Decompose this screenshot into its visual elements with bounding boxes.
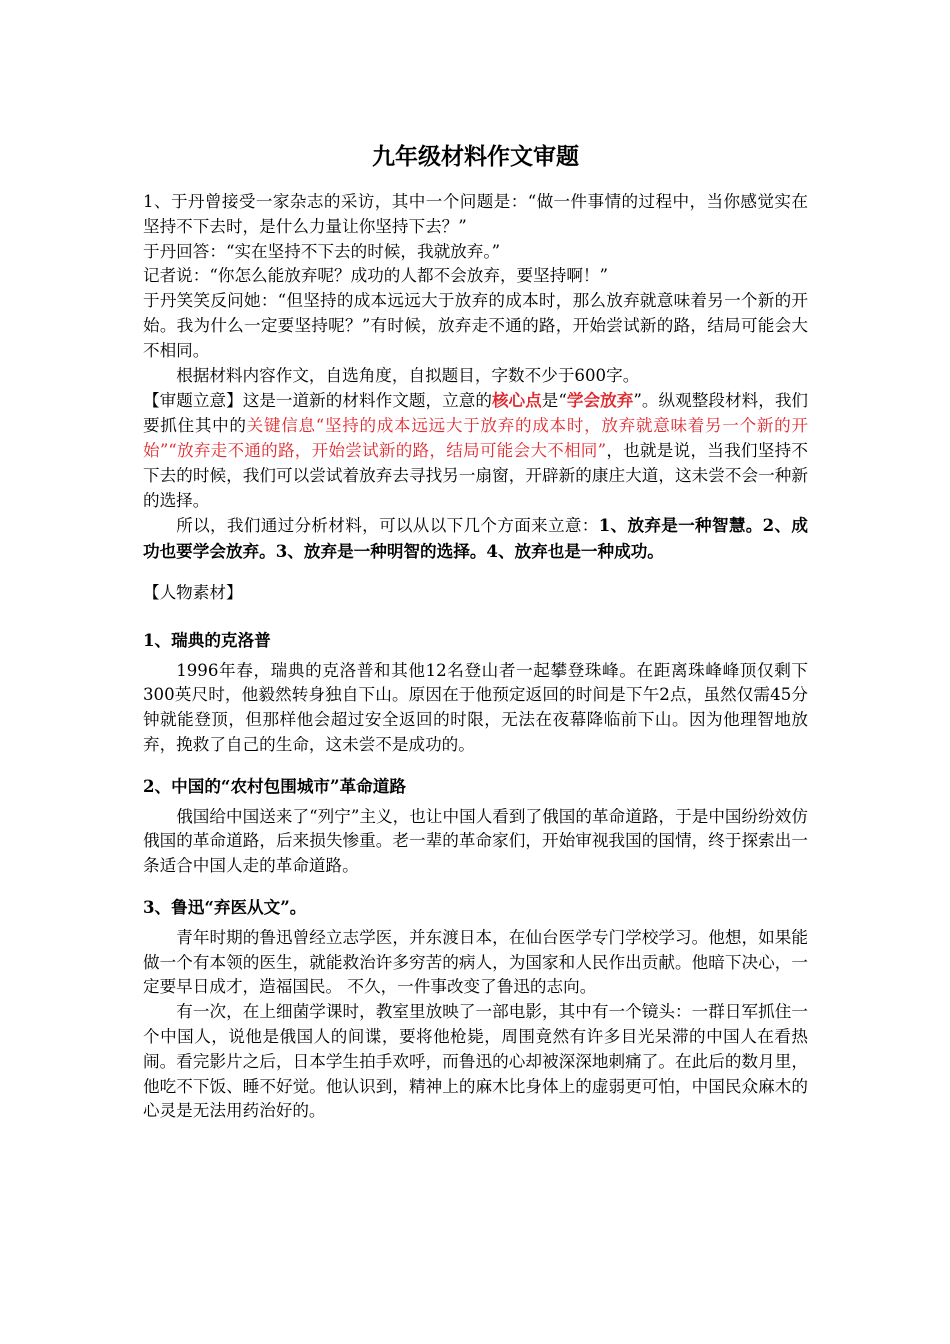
writing-prompt: 根据材料内容作文，自选角度，自拟题目，字数不少于600字。: [176, 365, 640, 385]
material-reply: 于丹笑笑反问她：“但坚持的成本远远大于放弃的成本时，那么放弃就意味着另一个新的开始。我为什么一定要坚持呢？”有时候，放弃走不通的路，开始尝试新的路，结局可能会大不相同。: [143, 291, 808, 360]
story-paragraph: 青年时期的鲁迅曾经立志学医，并东渡日本，在仙台医学专门学校学习。他想，如果能做一个有本领的医生，就能救治许多穷苦的病人，为国家和人民作出贡献。他暗下决心，一定要早日成才，造福国民。 不久，一件事改变了鲁迅的志向。: [143, 927, 808, 997]
material-answer: 于丹回答：“实在坚持不下去的时候，我就放弃。”: [143, 241, 501, 261]
story-heading: 3、鲁迅“弃医从文”。: [143, 896, 307, 917]
material-question: 1、于丹曾接受一家杂志的采访，其中一个问题是：“做一件事情的过程中，当你感觉实在坚持不下去时，是什么力量让你坚持下去？”: [143, 192, 808, 236]
story-paragraph: 有一次，在上细菌学课时，教室里放映了一部电影，其中有一个镜头：一群日军抓住一个中国人，说他是俄国人的间谍，要将他枪毙，周围竟然有许多目光呆滞的中国人在看热闹。看完影片之后，日本学生拍手欢呼，而鲁迅的心却被深深地刺痛了。在此后的数月里，他吃不下饭、睡不好觉。他认识到，精神上的麻木比身体上的虚弱更可怕，中国民众麻木的心灵是无法用药治好的。: [143, 1002, 808, 1121]
core-point-label: 核心点: [491, 390, 542, 411]
conclusion-paragraph: 所以，我们通过分析材料，可以从以下几个方面来立意：1、放弃是一种智慧。2、成功也要学会放弃。3、放弃是一种明智的选择。4、放弃也是一种成功。: [143, 515, 809, 562]
document-page: [143, 140, 808, 1124]
document-title: 九年级材料作文审题: [372, 144, 579, 170]
material-reporter: 记者说：“你怎么能放弃呢？成功的人都不会放弃，要坚持啊！”: [143, 266, 608, 286]
story-heading: 1、瑞典的克洛普: [143, 629, 271, 650]
core-point-value: 学会放弃: [566, 390, 634, 411]
story-paragraph: 俄国给中国送来了“列宁”主义，也让中国人看到了俄国的革命道路，于是中国纷纷效仿俄国的革命道路，后来损失惨重。老一辈的革命家们，开始审视我国的国情，终于探索出一条适合中国人走的革命道路。: [143, 806, 808, 876]
story-heading: 2、中国的“农村包围城市”革命道路: [143, 775, 406, 796]
materials-label: 【人物素材】: [143, 582, 243, 602]
story-paragraph: 1996年春，瑞典的克洛普和其他12名登山者一起攀登珠峰。在距离珠峰峰顶仅剩下300英尺时，他毅然转身独自下山。原因在于他预定返回的时间是下午2点，虽然仅需45分钟就能登顶，但那样他会超过安全返回的时限，无法在夜幕降临前下山。因为他理智地放弃，挽救了自己的生命，这未尝不是成功的。: [143, 660, 808, 754]
key-information: 关键信息“坚持的成本远远大于放弃的成本时，放弃就意味着另一个新的开始”“放弃走不通的路，开始尝试新的路，结局可能会大不相同”: [143, 416, 809, 460]
analysis-label: 【审题立意】: [143, 391, 243, 411]
conclusion-points: 1、放弃是一种智慧。2、成功也要学会放弃。3、放弃是一种明智的选择。4、放弃也是一种成功。: [143, 515, 809, 562]
analysis-paragraph: 【审题立意】这是一道新的材料作文题，立意的核心点是“学会放弃”。纵观整段材料，我们要抓住其中的关键信息“坚持的成本远远大于放弃的成本时，放弃就意味着另一个新的开始”“放弃走不通的路，开始尝试新的路，结局可能会大不相同”，也就是说，当我们坚持不下去的时候，我们可以尝试着放弃去寻找另一扇窗，开辟新的康庄大道，这未尝不会一种新的选择。: [143, 390, 809, 510]
